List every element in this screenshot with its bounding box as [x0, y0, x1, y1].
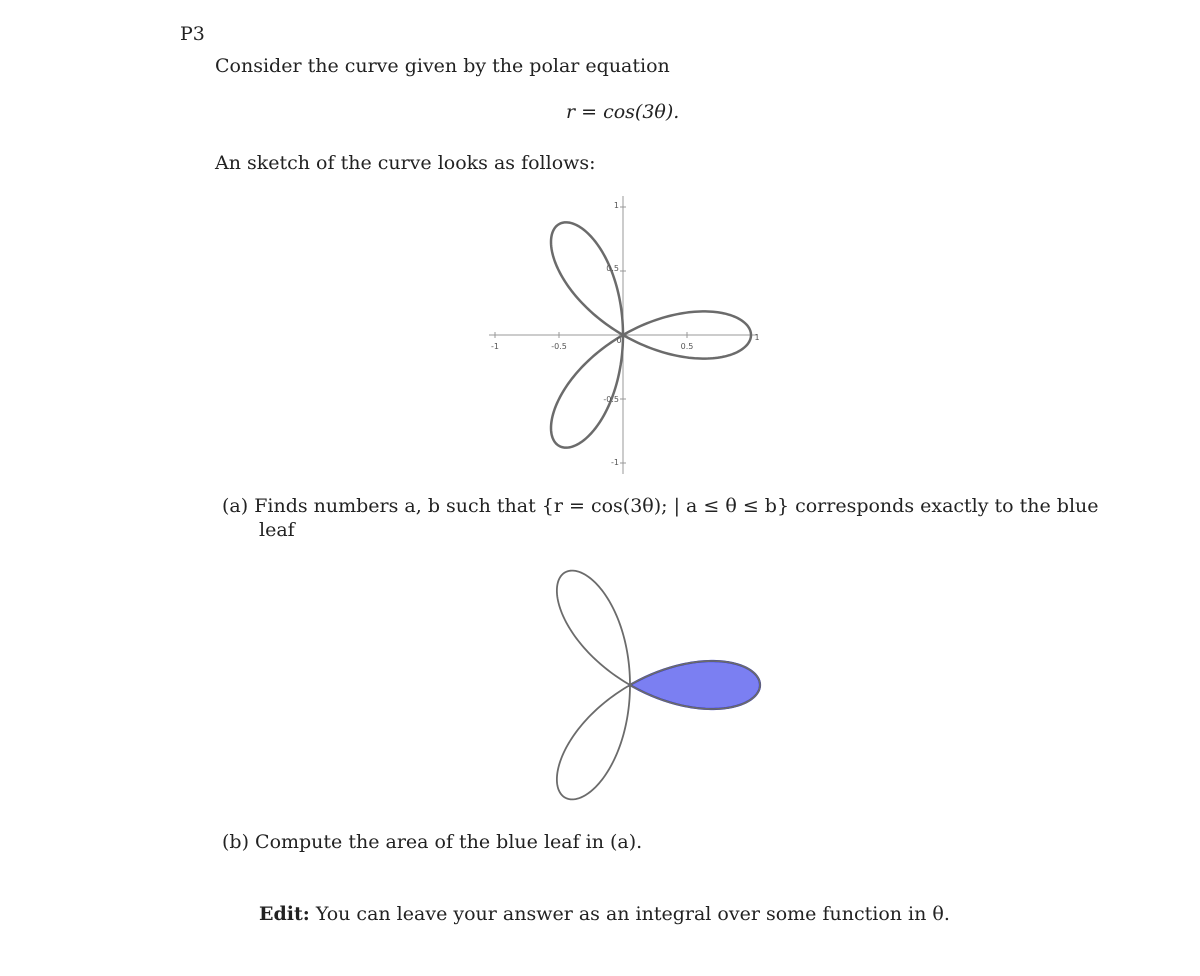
y-tick-label: 0.5 [606, 264, 619, 273]
edit-label: Edit: [259, 903, 310, 925]
sketch-intro-text: An sketch of the curve looks as follows: [215, 152, 596, 174]
x-tick-label: 0.5 [680, 342, 694, 351]
polar-equation: r = cos(3θ). [566, 101, 680, 123]
x-tick-label: 1 [754, 333, 760, 342]
x-tick-label: 0 [616, 336, 622, 345]
problem-label: P3 [180, 23, 205, 45]
part-a-line-2: leaf [259, 519, 295, 541]
rose-curve-plot [485, 190, 765, 480]
intro-text: Consider the curve given by the polar equation [215, 55, 670, 77]
x-tick-label: -1 [491, 342, 499, 351]
blue-leaf [630, 661, 760, 709]
y-tick-label: -1 [611, 458, 619, 467]
edit-text: You can leave your answer as an integral over some function in θ. [315, 903, 950, 925]
part-a-line-1: (a) Finds numbers a, b such that {r = cos(3θ); | a ≤ θ ≤ b} corresponds exactly to the blue [222, 495, 1099, 517]
part-b-text: (b) Compute the area of the blue leaf in (a). [222, 831, 643, 853]
y-tick-label: 1 [613, 201, 619, 210]
x-tick-label: -0.5 [551, 342, 567, 351]
edit-note [259, 902, 950, 926]
y-tick-label: -0.5 [603, 395, 619, 404]
blue-leaf-plot [500, 565, 740, 805]
